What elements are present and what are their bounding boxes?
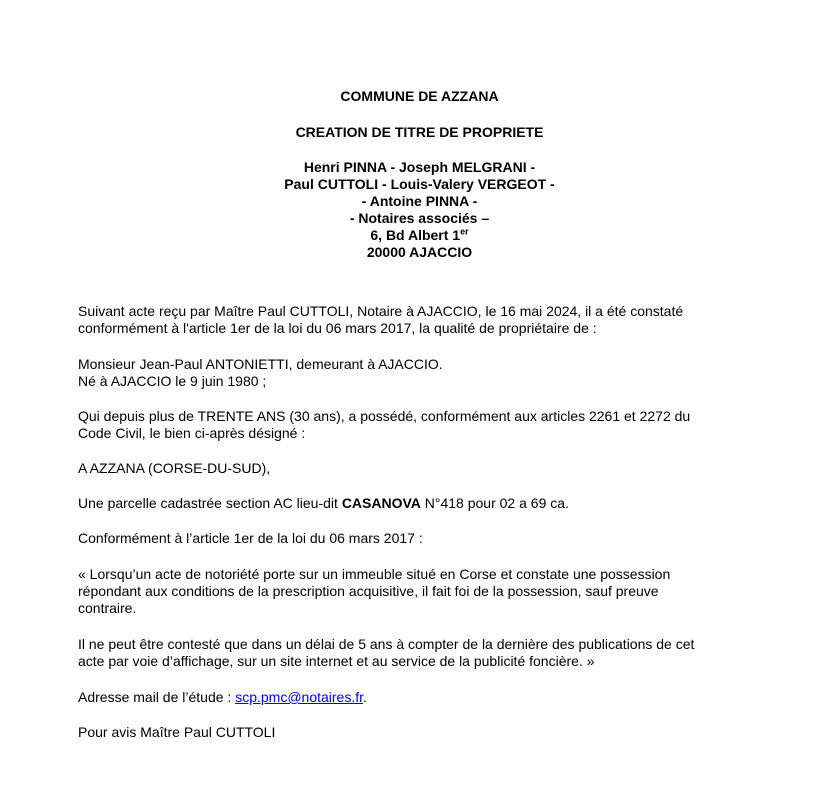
paragraph-line: Suivant acte reçu par Maître Paul CUTTOLI, Notaire à AJACCIO, le 16 mai 2024, il a été constaté bbox=[78, 303, 684, 319]
paragraph-line: Adresse mail de l’étude : scp.pmc@notaires.fr. bbox=[78, 689, 367, 705]
paragraph-possession bbox=[78, 408, 768, 442]
paragraph-article bbox=[78, 530, 768, 547]
paragraph-citation bbox=[78, 566, 768, 617]
paragraph-line: Code Civil, le bien ci-après désigné : bbox=[78, 425, 306, 441]
paragraph-line: A AZZANA (CORSE-DU-SUD), bbox=[78, 460, 271, 476]
paragraph-line: Né à AJACCIO le 9 juin 1980 ; bbox=[78, 373, 267, 389]
paragraph-email bbox=[78, 689, 768, 706]
paragraph-line: Monsieur Jean-Paul ANTONIETTI, demeurant à AJACCIO. bbox=[78, 356, 443, 372]
notaires-line: Paul CUTTOLI - Louis-Valery VERGEOT - bbox=[284, 176, 555, 192]
notaires-block bbox=[0, 159, 839, 261]
office-address-city: 20000 AJACCIO bbox=[366, 244, 473, 260]
paragraph-line: Qui depuis plus de TRENTE ANS (30 ans), a possédé, conformément aux articles 2261 et 2272 du bbox=[78, 408, 691, 424]
paragraph-acte bbox=[78, 303, 768, 337]
notaires-line: - Antoine PINNA - bbox=[361, 193, 478, 209]
paragraph-parcelle bbox=[78, 495, 768, 512]
header-title-block bbox=[0, 124, 839, 141]
paragraph-line: contraire. bbox=[78, 600, 137, 616]
paragraph-line: Conformément à l’article 1er de la loi du 06 mars 2017 : bbox=[78, 530, 423, 546]
document-title: CREATION DE TITRE DE PROPRIETE bbox=[295, 124, 544, 140]
office-address-street: 6, Bd Albert 1er bbox=[370, 226, 469, 243]
lieu-dit-name: CASANOVA bbox=[341, 495, 421, 511]
header-commune-block bbox=[0, 88, 839, 105]
paragraph-line: acte par voie d’affichage, sur un site internet et au service de la publicité foncière. » bbox=[78, 653, 595, 669]
notaires-line: Henri PINNA - Joseph MELGRANI - bbox=[303, 159, 536, 175]
paragraph-line: Il ne peut être contesté que dans un délai de 5 ans à compter de la dernière des publications de cet bbox=[78, 636, 695, 652]
commune-title: COMMUNE DE AZZANA bbox=[340, 88, 499, 104]
paragraph-lieu bbox=[78, 460, 768, 477]
signature-line: Pour avis Maître Paul CUTTOLI bbox=[78, 724, 276, 740]
email-link[interactable]: scp.pmc@notaires.fr bbox=[235, 689, 364, 705]
paragraph-line: « Lorsqu’un acte de notoriété porte sur un immeuble situé en Corse et constate une possession bbox=[78, 566, 671, 582]
paragraph-contestation bbox=[78, 636, 768, 670]
paragraph-line: répondant aux conditions de la prescription acquisitive, il fait foi de la possession, sauf preuve bbox=[78, 583, 659, 599]
paragraph-line: Une parcelle cadastrée section AC lieu-dit CASANOVA N°418 pour 02 a 69 ca. bbox=[78, 495, 569, 511]
paragraph-line: conformément à l'article 1er de la loi du 06 mars 2017, la qualité de propriétaire de : bbox=[78, 320, 597, 336]
address-superscript: er bbox=[460, 226, 469, 237]
notaires-line: - Notaires associés – bbox=[349, 210, 490, 226]
paragraph-proprietaire bbox=[78, 356, 768, 390]
paragraph-signature bbox=[78, 724, 768, 741]
